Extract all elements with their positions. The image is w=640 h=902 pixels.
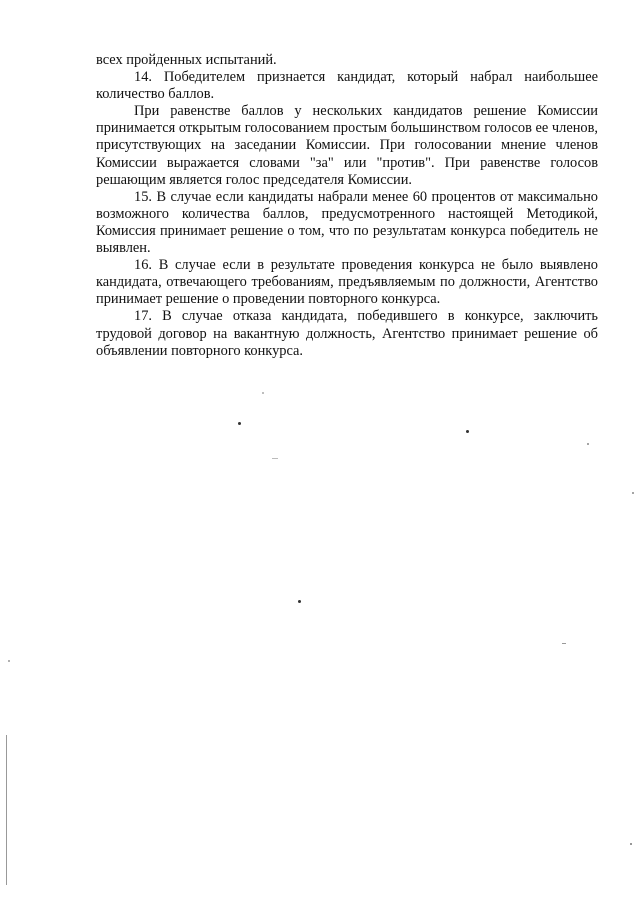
scan-speck: [238, 422, 241, 425]
scan-speck: [562, 643, 566, 644]
paragraph-16: 16. В случае если в результате проведения конкурса не было выявлено кандидата, отвечающего требованиям, предъявляемым по должности, Агентство принимает решение о проведении повторного конкурса.: [96, 257, 598, 308]
paragraph-14-tie: При равенстве баллов у нескольких кандидатов решение Комиссии принимается открытым голосованием простым большинством голосов ее членов, присутствующих на заседании Комиссии. При голосовании мнение членов Комиссии выражается словами "за" или "против". При равенстве голосов решающим является голос председателя Комиссии.: [96, 103, 598, 188]
scan-speck: [8, 660, 10, 662]
paragraph-continuation: всех пройденных испытаний.: [96, 52, 277, 68]
scan-edge-line: [6, 735, 7, 885]
scan-speck: [632, 492, 634, 494]
document-body: [96, 52, 598, 360]
paragraph-14: 14. Победителем признается кандидат, который набрал наибольшее количество баллов.: [96, 69, 598, 103]
paragraph-15: 15. В случае если кандидаты набрали менее 60 процентов от максимально возможного количества баллов, предусмотренного настоящей Методикой, Комиссия принимает решение о том, что по результатам конкурса победитель не выявлен.: [96, 188, 598, 257]
scan-speck: [262, 392, 264, 394]
scan-speck: [272, 458, 278, 459]
scan-speck: [587, 443, 589, 445]
scan-speck: [630, 843, 632, 845]
scan-speck: [298, 600, 301, 603]
scan-speck: [466, 430, 469, 433]
paragraph-17: 17. В случае отказа кандидата, победившего в конкурсе, заключить трудовой договор на вакантную должность, Агентство принимает решение об объявлении повторного конкурса.: [96, 308, 598, 359]
